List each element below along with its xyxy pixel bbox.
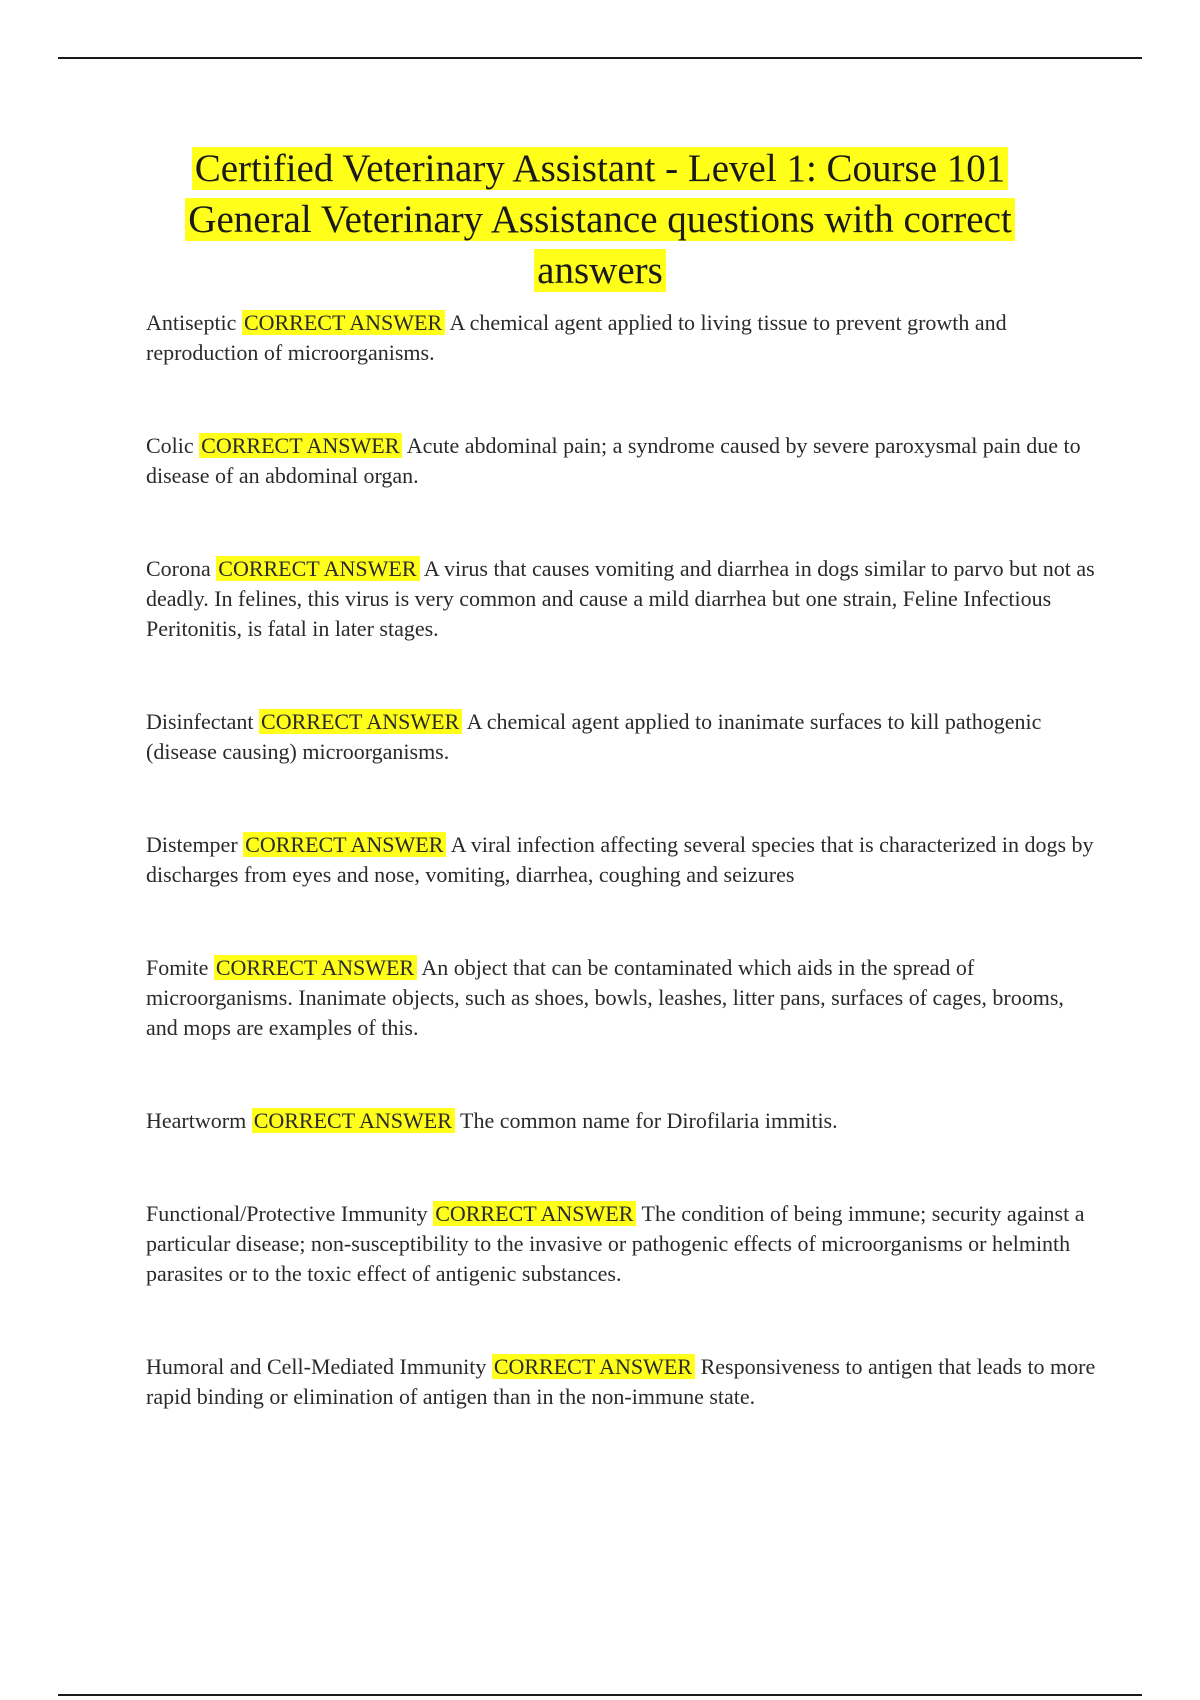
entry-definition: The condition of being immune; security against a particular disease; non-susceptibility to the invasive or pathogenic effects of microorganisms or helminth parasites or to the toxic effect of antigenic substances. [146,1201,1085,1286]
entry-term: Colic [146,433,194,458]
entry-term: Corona [146,556,211,581]
top-rule [58,57,1142,59]
qa-entry-heartworm [146,1106,1096,1136]
qa-entry-disinfectant [146,707,1096,767]
entry-definition: A viral infection affecting several species that is characterized in dogs by discharges from eyes and nose, vomiting, diarrhea, coughing and seizures [146,832,1094,887]
page-title [120,143,1080,296]
qa-entry-antiseptic [146,308,1096,368]
entry-definition: Responsiveness to antigen that leads to more rapid binding or elimination of antigen than in the non-immune state. [146,1354,1096,1409]
entry-definition: A chemical agent applied to living tissue to prevent growth and reproduction of microorganisms. [146,310,1007,365]
qa-entry-functional-immunity [146,1199,1096,1289]
title-line-1: Certified Veterinary Assistant - Level 1: Course 101 [192,147,1009,190]
entry-term: Distemper [146,832,238,857]
correct-answer-label: CORRECT ANSWER [259,709,462,734]
qa-entry-distemper [146,830,1096,890]
entry-definition: The common name for Dirofilaria immitis. [460,1108,838,1133]
qa-entry-humoral-immunity [146,1352,1096,1412]
correct-answer-label: CORRECT ANSWER [243,832,446,857]
bottom-rule [58,1694,1142,1696]
qa-list [146,308,1096,1475]
title-line-2: General Veterinary Assistance questions with correct [185,198,1014,241]
correct-answer-label: CORRECT ANSWER [214,955,417,980]
correct-answer-label: CORRECT ANSWER [216,556,419,581]
entry-definition: An object that can be contaminated which aids in the spread of microorganisms. Inanimate objects, such as shoes, bowls, leashes, litter pans, surfaces of cages, brooms, and mops are examples of this. [146,955,1064,1040]
entry-definition: A virus that causes vomiting and diarrhea in dogs similar to parvo but not as deadly. In felines, this virus is very common and cause a mild diarrhea but one strain, Feline Infectious Peritonitis, is fatal in later stages. [146,556,1095,641]
entry-term: Disinfectant [146,709,254,734]
entry-term: Humoral and Cell-Mediated Immunity [146,1354,487,1379]
entry-definition: Acute abdominal pain; a syndrome caused by severe paroxysmal pain due to disease of an abdominal organ. [146,433,1081,488]
entry-term: Antiseptic [146,310,237,335]
correct-answer-label: CORRECT ANSWER [492,1354,695,1379]
correct-answer-label: CORRECT ANSWER [199,433,402,458]
qa-entry-fomite [146,953,1096,1043]
correct-answer-label: CORRECT ANSWER [242,310,445,335]
qa-entry-corona [146,554,1096,644]
title-line-3: answers [534,249,666,292]
qa-entry-colic [146,431,1096,491]
entry-term: Functional/Protective Immunity [146,1201,428,1226]
entry-definition: A chemical agent applied to inanimate surfaces to kill pathogenic (disease causing) microorganisms. [146,709,1042,764]
correct-answer-label: CORRECT ANSWER [252,1108,455,1133]
entry-term: Heartworm [146,1108,247,1133]
entry-term: Fomite [146,955,209,980]
correct-answer-label: CORRECT ANSWER [433,1201,636,1226]
